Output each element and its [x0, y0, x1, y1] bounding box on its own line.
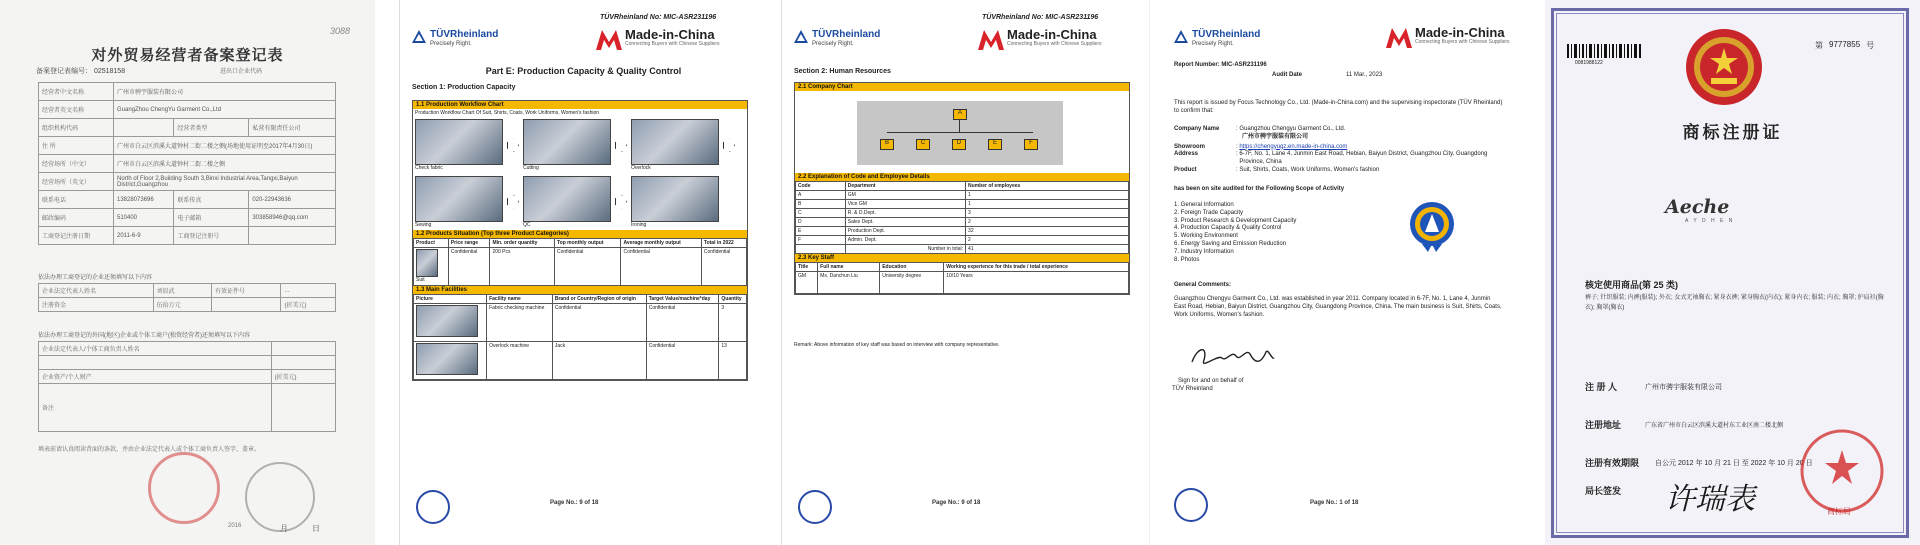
handwritten-serial: 3088	[330, 26, 351, 36]
field-label: 工商登记注册号	[174, 227, 249, 245]
field-value: (折美元)	[281, 298, 336, 312]
audit-date-label: Audit Date	[1272, 72, 1302, 78]
tuv-triangle-icon	[412, 30, 426, 43]
mic-m-icon	[1386, 26, 1412, 48]
section-note-1: 依法办理工商登记的企业还须填写以下内容	[38, 275, 153, 281]
form-note: 填表前请认真阅读背面的条款，并由企业法定代表人或个体工商负责人签字、盖章。	[38, 447, 261, 453]
section-note-2: 依法办理工商登记的外国(地区)企业或个体工商户(独资经营者)还须填写以下内容	[38, 333, 250, 339]
field-label: 联系电话	[39, 191, 114, 209]
field-label: 经营者英文名称	[39, 101, 114, 119]
scope-intro: has been on site audited for the Following Scope of Activity	[1174, 186, 1345, 192]
mic-tagline: Connecting Buyers with Chinese Suppliers	[1415, 39, 1510, 45]
overlock-machine-photo	[416, 343, 478, 375]
general-comments-title: General Comments:	[1174, 282, 1232, 288]
step-label: Cutting	[523, 165, 539, 172]
year-text: 2016	[228, 523, 242, 529]
month-char: 月	[280, 524, 288, 533]
address-value: 广东省广州市白云区滨溪大道村东工业区南二楼北侧	[1645, 423, 1784, 429]
sewing-photo	[415, 176, 503, 222]
field-label: 企业法定代表人姓名	[39, 284, 154, 298]
field-label: 邮政编码	[39, 209, 114, 227]
audit-report-cover	[1149, 0, 1529, 545]
certificate-title: 商标注册证	[1682, 123, 1783, 143]
address-label: 注册地址	[1585, 420, 1622, 430]
field-value: 刘辰武	[153, 284, 211, 298]
tuv-tagline: Precisely Right.	[812, 40, 854, 47]
inspection-seal	[416, 490, 450, 524]
general-comments-text: Guangzhou Chengyu Garment Co., Ltd. was established in year 2011. Company located in 6-7F, No. 1, Lane 4, Junmin East Road, Hebian, Baiyun District, Guangzhou City, Guangdong Province, China. The main business is Suit, Shirts, Coats, Work Uniforms, Women's fashion.	[1174, 296, 1502, 318]
org-node-a: A	[953, 109, 967, 120]
barcode-number: 0081988122	[1575, 60, 1603, 66]
tuv-logo	[1174, 30, 1260, 47]
field-value	[249, 227, 336, 245]
national-emblem-icon	[1683, 26, 1765, 108]
field-label: 经营场所（英文）	[39, 173, 114, 191]
tuv-brand: TÜVRheinland	[1192, 29, 1261, 40]
mic-brand: Made-in-China	[1007, 27, 1097, 42]
verified-badge-icon	[1408, 200, 1456, 252]
import-export-code-label: 进出口企业代码	[220, 69, 263, 75]
page-number: Page No.: 9 of 18	[550, 500, 599, 506]
arrow-right-icon	[615, 138, 627, 152]
sign-label: Sign for and on behalf of	[1178, 378, 1244, 384]
human-resources-page	[781, 0, 1149, 545]
products-table: Product Price range Min. order quantity Top monthly output Average monthly output Total in 2022 Suit Confidential 200 Pcs Confidential Confidential Confidential	[413, 238, 747, 286]
field-value: 私营有限责任公司	[249, 119, 336, 137]
field-value: 广州市白云区滨溪大道钟村二街二楼之侧(场地使用证明至2017年4月30日)	[114, 137, 336, 155]
report-number: TÜVRheinland No: MIC-ASR231196	[982, 14, 1099, 21]
field-label: 企业资产/个人财产	[39, 370, 272, 384]
mic-tagline: Connecting Buyers with Chinese Suppliers	[1007, 41, 1102, 47]
arrow-right-icon	[507, 138, 519, 152]
field-label: 企业法定代表人/个体工商负责人姓名	[39, 342, 272, 356]
workflow-section	[412, 100, 748, 381]
tuv-brand: TÜVRheinland	[430, 29, 499, 40]
valid-value: 自公元 2012 年 10 月 21 日 至 2022 年 10 月 20 日	[1655, 460, 1813, 467]
report-number: Report Number: MIC-ASR231196	[1174, 62, 1267, 68]
field-value: 13828073696	[114, 191, 174, 209]
tuv-logo	[794, 30, 880, 47]
handwritten-signature	[1188, 340, 1278, 374]
org-connector	[887, 132, 1033, 133]
workflow-row-1	[413, 117, 747, 173]
mic-tagline: Connecting Buyers with Chinese Suppliers	[625, 41, 720, 47]
field-value: GuangZhou ChengYu Garment Co.,Ltd	[114, 101, 336, 119]
suit-photo	[416, 249, 438, 277]
field-label: 住 所	[39, 137, 114, 155]
section-bar: 1.2 Products Situation (Top three Product Categories)	[413, 230, 747, 238]
goods-list: 裤子; 针织服装; 内裤(服装); 外衣; 女式无袖胸衣; 紧身衣裤; 紧身胸衣(内衣); 紧身内衣; 服装; 内衣; 胸罩; 护肩衫(胸衣); 胸罩(胸衣)	[1585, 295, 1884, 311]
field-value: 020-22943636	[249, 191, 336, 209]
section-bar: 2.2 Explanation of Code and Employee Details	[795, 173, 1129, 181]
class-title: 核定使用商品(第 25 类)	[1585, 280, 1679, 290]
org-connector	[959, 120, 960, 132]
tuv-triangle-icon	[1174, 30, 1188, 43]
tuv-triangle-icon	[794, 30, 808, 43]
production-capacity-page	[399, 0, 766, 545]
section-title: Section 1: Production Capacity	[412, 84, 516, 91]
org-node-e: E	[988, 139, 1002, 150]
valid-label: 注册有效期限	[1585, 458, 1640, 468]
arrow-right-icon	[615, 195, 627, 209]
trademark-certificate	[1545, 0, 1920, 545]
workflow-row-2	[413, 174, 747, 230]
tuv-brand: TÜVRheinland	[812, 29, 881, 40]
signer-label: 局长签发	[1585, 486, 1622, 496]
report-number: TÜVRheinland No: MIC-ASR231196	[600, 14, 717, 21]
cutting-photo	[523, 119, 611, 165]
certificate-number: 第 9777855 号	[1815, 40, 1875, 50]
org-node-b: B	[880, 139, 894, 150]
step-label: Check fabric	[415, 165, 443, 172]
part-title: Part E: Production Capacity & Quality Control	[485, 66, 682, 76]
inspection-seal	[798, 490, 832, 524]
page-number: Page No.: 1 of 18	[1310, 500, 1359, 506]
field-value: 广州市骋宇服装有限公司	[114, 83, 336, 101]
day-char: 日	[312, 524, 320, 533]
mic-logo	[596, 28, 720, 50]
brand-mark-subtext: A Y D H E N	[1685, 218, 1735, 224]
org-chart-area	[795, 91, 1129, 173]
audit-date: 11 Mar., 2023	[1346, 72, 1383, 78]
registration-number: 备案登记表编号： 02518158	[36, 68, 126, 75]
field-label: 经营场所（中文）	[39, 155, 114, 173]
field-value: North of Floor 2,Building South 3,Binxi Industrial Area,Tangxi,Baiyun District,Guangzhou	[114, 173, 336, 191]
inspection-seal	[1174, 488, 1208, 522]
company-chart-section	[794, 82, 1130, 295]
section-title: Section 2: Human Resources	[794, 68, 891, 75]
sign-org: TÜV Rheinland	[1172, 386, 1213, 392]
mic-m-icon	[978, 28, 1004, 50]
seal-label: 商标局	[1827, 507, 1851, 516]
field-label: 组织机构代码	[39, 119, 114, 137]
fabric-machine-photo	[416, 305, 478, 337]
arrow-right-icon	[723, 138, 735, 152]
section-bar: 1.3 Main Facilities	[413, 286, 747, 294]
record-registration-form	[0, 0, 375, 545]
brand-mark-text: Aeche	[1665, 196, 1730, 218]
org-node-d: D	[952, 139, 966, 150]
section-bar: 1.1 Production Workflow Chart	[413, 101, 747, 109]
field-value: 2011-6-9	[114, 227, 174, 245]
field-label: 经营者类型	[174, 119, 249, 137]
mic-brand: Made-in-China	[625, 27, 715, 42]
signer-signature: 许瑞表	[1665, 482, 1755, 517]
legal-rep-table	[38, 283, 336, 312]
field-value	[271, 342, 335, 356]
field-value: 510400	[114, 209, 174, 227]
ironing-photo	[631, 176, 719, 222]
field-value: 广州市白云区滨溪大道钟村二街二楼之侧	[114, 155, 336, 173]
form-title: 对外贸易经营者备案登记表	[91, 46, 284, 64]
field-value: ...	[281, 284, 336, 298]
field-value	[114, 119, 174, 137]
step-label: QC	[523, 221, 531, 228]
mic-m-icon	[596, 28, 622, 50]
showroom-link[interactable]: https://chengyugz.en.made-in-china.com	[1239, 143, 1348, 150]
field-label: 联系传真	[174, 191, 249, 209]
section-bar: 2.1 Company Chart	[795, 83, 1129, 91]
section-bar: 2.3 Key Staff	[795, 254, 1129, 262]
foreign-enterprise-table	[38, 341, 336, 432]
field-value: (折美元)	[271, 370, 335, 384]
mic-logo	[1386, 26, 1510, 48]
org-node-f: F	[1024, 139, 1038, 150]
field-label	[211, 298, 281, 312]
company-fields: Company Name : Guangzhou Chengyu Garment Co., Ltd. 广州市骋宇服装有限公司 Showroom : https://chengyugz.en.made-in-china.com Address : 6-7F, No. 1, Lane 4, Junmin East Road, Hebian, Baiyun District, Guangzhou City, Guangdong Province, China Product : Suit, Shirts, Coats, Work Uniforms, Women's fashion	[1174, 126, 1488, 173]
org-node-c: C	[916, 139, 930, 150]
owner-label: 注 册 人	[1585, 382, 1618, 392]
overlock-photo	[631, 119, 719, 165]
key-staff-table: Title Full name Education Working experience for this trade / total experience GM Ms. Danchun Liu University degree 10/10 Years	[795, 262, 1129, 294]
remark-text: Remark: Above information of key staff was based on interview with company representative.	[794, 342, 1000, 348]
mic-brand: Made-in-China	[1415, 25, 1505, 40]
arrow-right-icon	[507, 195, 519, 209]
field-label: 经营者中文名称	[39, 83, 114, 101]
trademark-office-seal	[1799, 428, 1885, 514]
tuv-tagline: Precisely Right.	[1192, 40, 1234, 47]
step-label: Overlock	[631, 165, 651, 172]
tuv-logo	[412, 30, 498, 47]
gray-official-seal	[245, 462, 315, 532]
field-value: 303858946@qq.com	[249, 209, 336, 227]
remark-label: 备注	[39, 384, 272, 432]
owner-value: 广州市骋宇服装有限公司	[1645, 384, 1722, 391]
page-number: Page No.: 9 of 18	[932, 500, 981, 506]
step-label: Ironing	[631, 221, 647, 228]
workflow-description: Production Workflow Chart Of Suit, Shirts, Coats, Work Uniforms, Women's fashion	[415, 110, 600, 116]
main-info-table	[38, 82, 336, 245]
field-label: 电子邮箱	[174, 209, 249, 227]
code-table: Code Department Number of employees A GM 1 B Vice GM 1 C R. & D.Dept. 3 D Sales Dept. 2 E Production Dept. 32 F Admin. Dept. 2 Number in total: 41	[795, 181, 1129, 254]
scope-list: 1. General Information 2. Foreign Trade Capacity 3. Product Research & Development Capacity 4. Production Capacity & Quality Control 5. Working Environment 6. Energy Saving and Emission Reduction 7. Industry Information 8. Photos	[1174, 202, 1297, 263]
mic-logo	[978, 28, 1102, 50]
field-value: 伍拾万元	[153, 298, 211, 312]
step-label: Sewing	[415, 221, 432, 228]
field-label: 注册资金	[39, 298, 154, 312]
field-label: 工商登记注册日期	[39, 227, 114, 245]
intro-text: This report is issued by Focus Technology Co., Ltd. (Made-in-China.com) and the supervising inspectorate (TÜV Rheinland) to confirm that:	[1174, 100, 1503, 114]
tuv-tagline: Precisely Right.	[430, 40, 472, 47]
qc-photo	[523, 176, 611, 222]
field-label: 有效证件号	[211, 284, 281, 298]
facilities-table: Picture Facility name Brand or Country/Region of origin Target Value/machine*day Quantity Fabric checking machine Confidential Confidential 3 Overlock machine Jack Confidential 13	[413, 294, 747, 380]
red-official-seal	[148, 452, 220, 524]
check-fabric-photo	[415, 119, 503, 165]
